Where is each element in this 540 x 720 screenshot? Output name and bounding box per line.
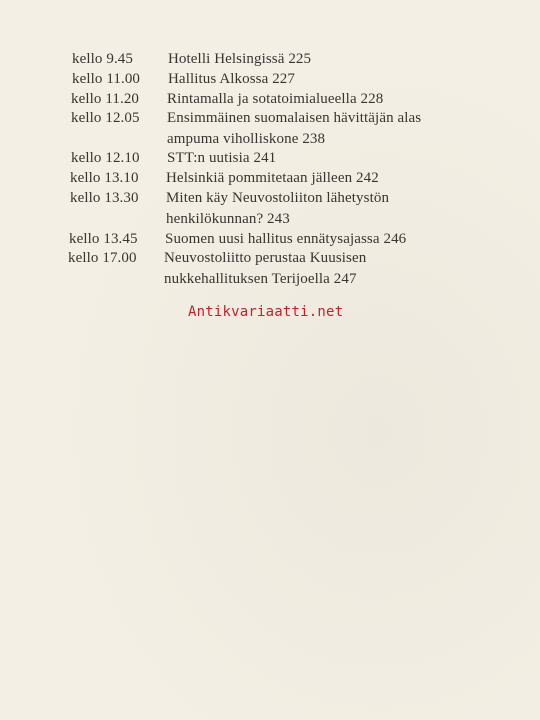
entry-time: kello 12.10 bbox=[71, 150, 140, 166]
entry-title: Neuvostoliitto perustaa Kuusisen bbox=[164, 250, 367, 266]
entry-title: Ensimmäinen suomalaisen hävittäjän alas bbox=[167, 110, 422, 126]
entry-title: Rintamalla ja sotatoimialueella 228 bbox=[167, 91, 384, 107]
entry-time: kello 13.10 bbox=[70, 170, 139, 186]
entry-title: Hallitus Alkossa 227 bbox=[168, 71, 296, 87]
table-of-contents bbox=[0, 0, 540, 300]
entry-title: Hotelli Helsingissä 225 bbox=[168, 51, 312, 67]
entry-title-continuation: henkilökunnan? 243 bbox=[166, 211, 290, 227]
entry-title: Helsinkiä pommitetaan jälleen 242 bbox=[166, 170, 379, 186]
entry-time: kello 11.20 bbox=[71, 91, 140, 107]
entry-time: kello 13.45 bbox=[69, 231, 138, 247]
entry-time: kello 13.30 bbox=[70, 190, 139, 206]
entry-time: kello 17.00 bbox=[68, 250, 137, 266]
entry-time: kello 11.00 bbox=[72, 71, 141, 87]
entry-title-continuation: nukkehallituksen Terijoella 247 bbox=[164, 271, 357, 287]
entry-time: kello 12.05 bbox=[71, 110, 140, 126]
watermark-text: Antikvariaatti.net bbox=[188, 304, 344, 320]
entry-title: Miten käy Neuvostoliiton lähetystön bbox=[166, 190, 390, 206]
entry-title: Suomen uusi hallitus ennätysajassa 246 bbox=[165, 231, 407, 247]
entry-title: STT:n uutisia 241 bbox=[167, 150, 277, 166]
entry-title-continuation: ampuma viholliskone 238 bbox=[167, 131, 326, 147]
entry-time: kello 9.45 bbox=[72, 51, 133, 67]
